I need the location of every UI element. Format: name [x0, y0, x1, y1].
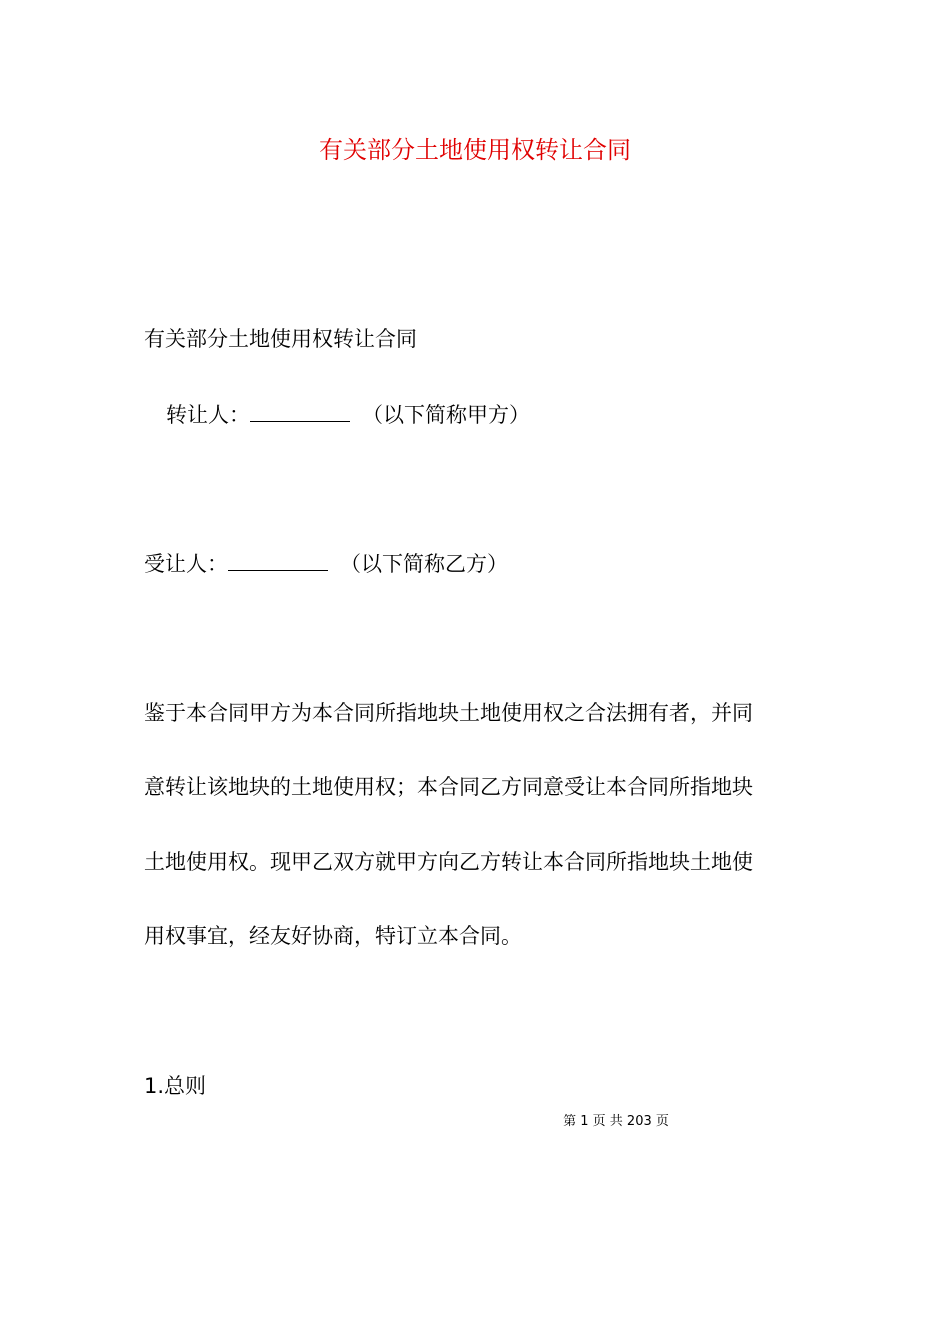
document-subtitle: 有关部分土地使用权转让合同 [144, 327, 417, 351]
document-title: 有关部分土地使用权转让合同 [319, 136, 631, 164]
transferee-note: （以下简称乙方） [340, 552, 508, 576]
page-number-footer: 第 1 页 共 203 页 [563, 1114, 669, 1129]
transferor-note: （以下简称甲方） [362, 403, 530, 427]
preamble-line-3: 土地使用权。现甲乙双方就甲方向乙方转让本合同所指地块土地使 [144, 850, 753, 874]
transferee-label: 受让人： [144, 552, 228, 576]
transferee-line [144, 548, 508, 579]
preamble-line-1: 鉴于本合同甲方为本合同所指地块土地使用权之合法拥有者，并同 [144, 701, 753, 725]
preamble-line-2: 意转让该地块的土地使用权；本合同乙方同意受让本合同所指地块 [144, 775, 753, 799]
section-1-heading: 1.总则 [144, 1074, 207, 1098]
transferee-blank [228, 548, 328, 571]
transferor-blank [250, 399, 350, 422]
preamble-line-4: 用权事宜，经友好协商，特订立本合同。 [144, 924, 522, 948]
transferor-label: 转让人： [166, 403, 250, 427]
transferor-line [166, 399, 530, 430]
